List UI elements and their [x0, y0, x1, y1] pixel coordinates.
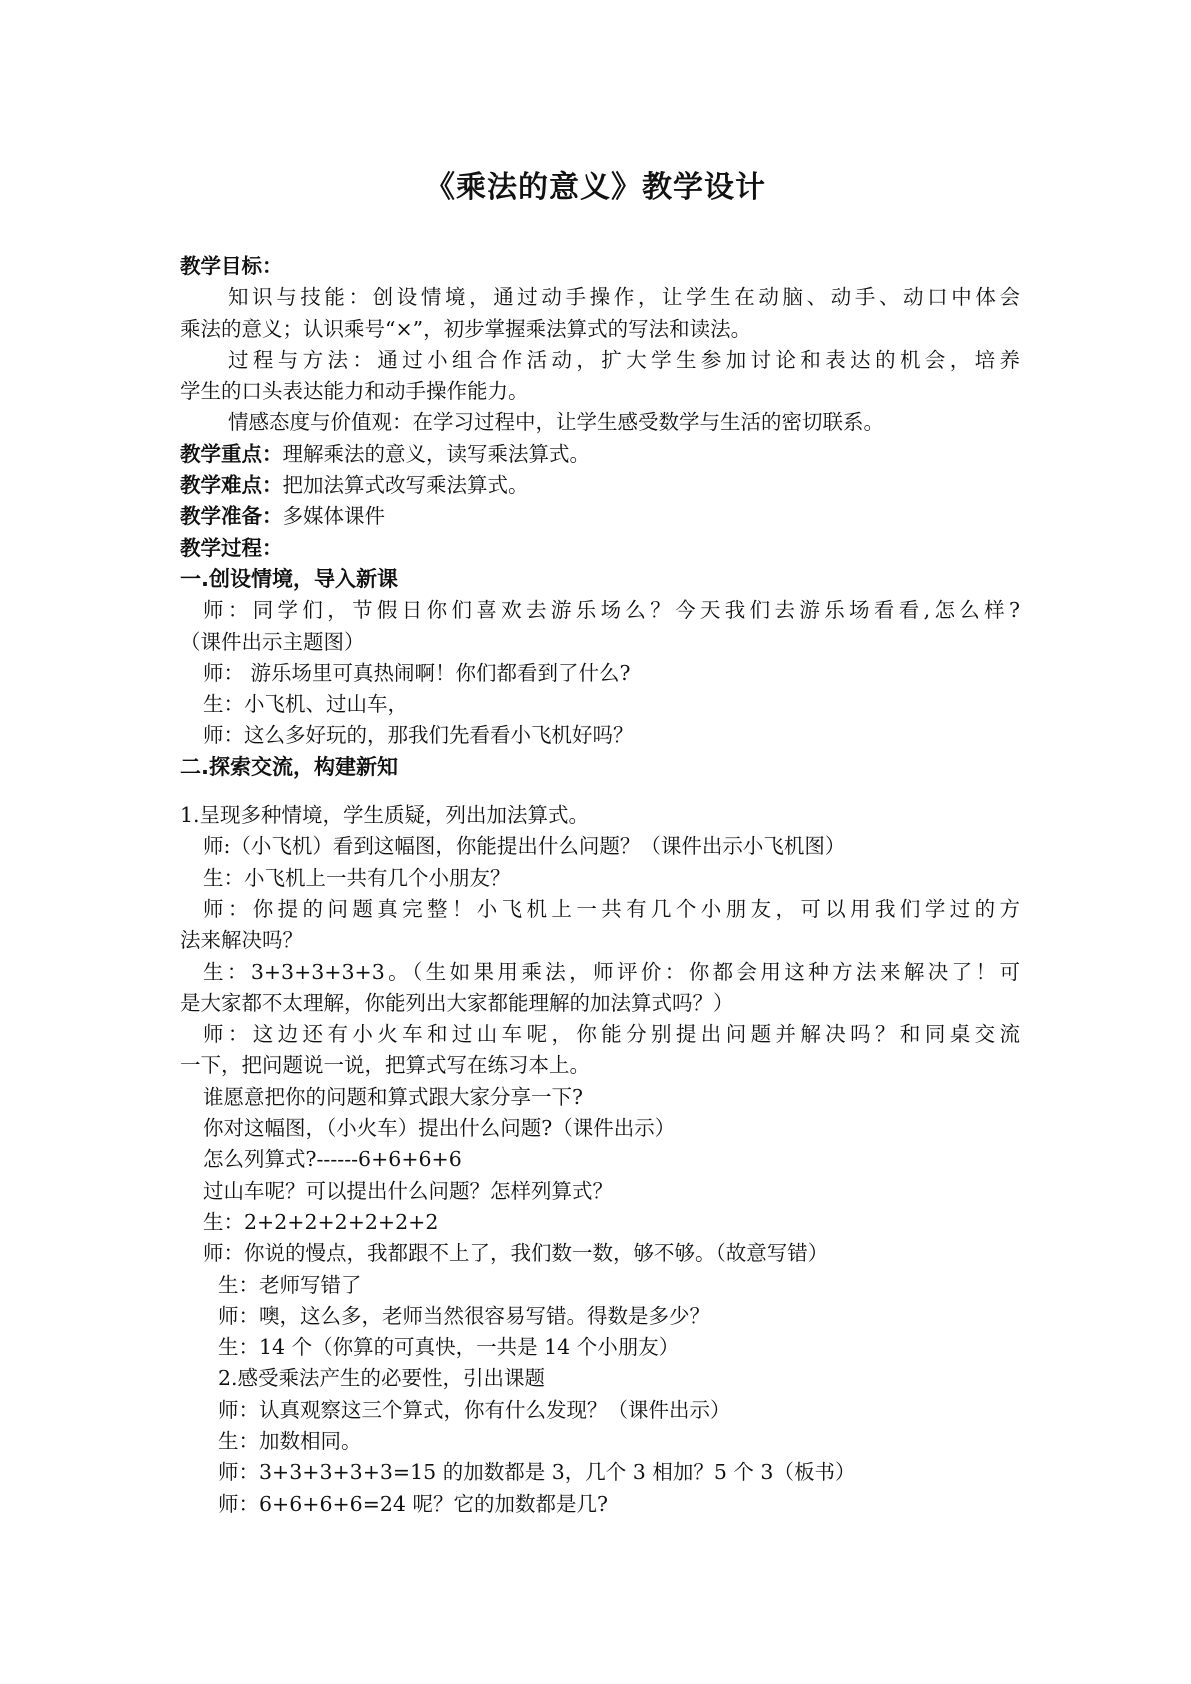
document-title: 《乘法的意义》教学设计	[425, 170, 766, 205]
section-2-line: 是大家都不太理解，你能列出大家都能理解的加法算式吗？）	[180, 990, 734, 1015]
preparation-row	[180, 501, 1020, 532]
section-2-line: 谁愿意把你的问题和算式跟大家分享一下?	[203, 1084, 583, 1109]
section-1-line: 师：同学们，节假日你们喜欢去游乐场么？今天我们去游乐场看看,怎么样?	[203, 598, 1020, 623]
section-2-line: 师：6+6+6+6=24 呢？它的加数都是几?	[218, 1491, 608, 1516]
section-2-line: 一下，把问题说一说，把算式写在练习本上。	[180, 1053, 590, 1078]
section-1-line: 师： 游乐场里可真热闹啊！你们都看到了什么?	[203, 660, 631, 685]
section-2-heading: 二.探索交流，构建新知	[180, 754, 398, 779]
key-point-row	[180, 439, 1020, 470]
section-2-line: 你对这幅图，（小火车）提出什么问题?（课件出示）	[203, 1116, 676, 1141]
section-2-line: 生：老师写错了	[218, 1272, 362, 1297]
section-1-line: 生：小飞机、过山车，	[203, 692, 408, 717]
key-point-text: 理解乘法的意义，读写乘法算式。	[282, 441, 590, 466]
difficulty-row	[180, 470, 1020, 501]
section-2-line: 师：3+3+3+3+3=15 的加数都是 3，几个 3 相加？5 个 3（板书）	[218, 1460, 856, 1485]
section-2-line: 生：14 个（你算的可真快，一共是 14 个小朋友）	[218, 1335, 680, 1360]
section-2-line: 师:（小飞机）看到这幅图，你能提出什么问题？（课件出示小飞机图）	[203, 834, 846, 859]
section-2-line: 生：小飞机上一共有几个小朋友？	[203, 865, 511, 890]
section-2-line: 师：你说的慢点，我都跟不上了，我们数一数，够不够。（故意写错）	[203, 1241, 829, 1266]
key-point-label: 教学重点：	[180, 441, 283, 466]
section-2-line: 生：加数相同。	[218, 1428, 362, 1453]
section-2-line: 1.呈现多种情境，学生质疑，列出加法算式。	[180, 803, 590, 828]
section-2-line: 师：这边还有小火车和过山车呢，你能分别提出问题并解决吗？和同桌交流	[203, 1022, 1020, 1047]
section-2-line: 生：3+3+3+3+3。（生如果用乘法，师评价：你都会用这种方法来解决了！可	[203, 959, 1020, 984]
section-1-heading: 一.创设情境，导入新课	[180, 566, 398, 591]
goal-knowledge-line-1: 知识与技能：创设情境，通过动手操作，让学生在动脑、动手、动口中体会	[228, 285, 1020, 310]
difficulty-label: 教学难点：	[180, 473, 283, 498]
preparation-text: 多媒体课件	[282, 504, 385, 529]
section-2-line: 2.感受乘法产生的必要性，引出课题	[218, 1366, 546, 1391]
section-2-line: 生：2+2+2+2+2+2+2	[203, 1209, 439, 1234]
difficulty-text: 把加法算式改写乘法算式。	[282, 473, 529, 498]
section-2-line: 师：你提的问题真完整！小飞机上一共有几个小朋友，可以用我们学过的方	[203, 896, 1020, 921]
section-2-line: 师：认真观察这三个算式，你有什么发现？（课件出示）	[218, 1397, 731, 1422]
preparation-label: 教学准备：	[180, 504, 283, 529]
section-2-line: 师：噢，这么多，老师当然很容易写错。得数是多少？	[218, 1303, 710, 1328]
goal-process-line-1: 过程与方法：通过小组合作活动，扩大学生参加讨论和表达的机会，培养	[228, 347, 1020, 372]
goal-process-line-2: 学生的口头表达能力和动手操作能力。	[180, 379, 529, 404]
spacer	[180, 783, 1020, 800]
goal-knowledge-line-2: 乘法的意义；认识乘号“×”，初步掌握乘法算式的写法和读法。	[180, 316, 752, 341]
section-2-line: 法来解决吗？	[180, 928, 303, 953]
section-2-line: 怎么列算式?------6+6+6+6	[203, 1147, 462, 1172]
document-body	[180, 251, 1020, 1520]
goal-emotion-line: 情感态度与价值观：在学习过程中，让学生感受数学与生活的密切联系。	[228, 410, 884, 435]
process-heading: 教学过程：	[180, 535, 283, 560]
section-1-line: （课件出示主题图）	[180, 629, 365, 654]
section-1-line: 师：这么多好玩的，那我们先看看小飞机好吗？	[203, 723, 634, 748]
section-2-line: 过山车呢？可以提出什么问题？怎样列算式？	[203, 1178, 613, 1203]
goals-heading: 教学目标：	[180, 254, 283, 278]
